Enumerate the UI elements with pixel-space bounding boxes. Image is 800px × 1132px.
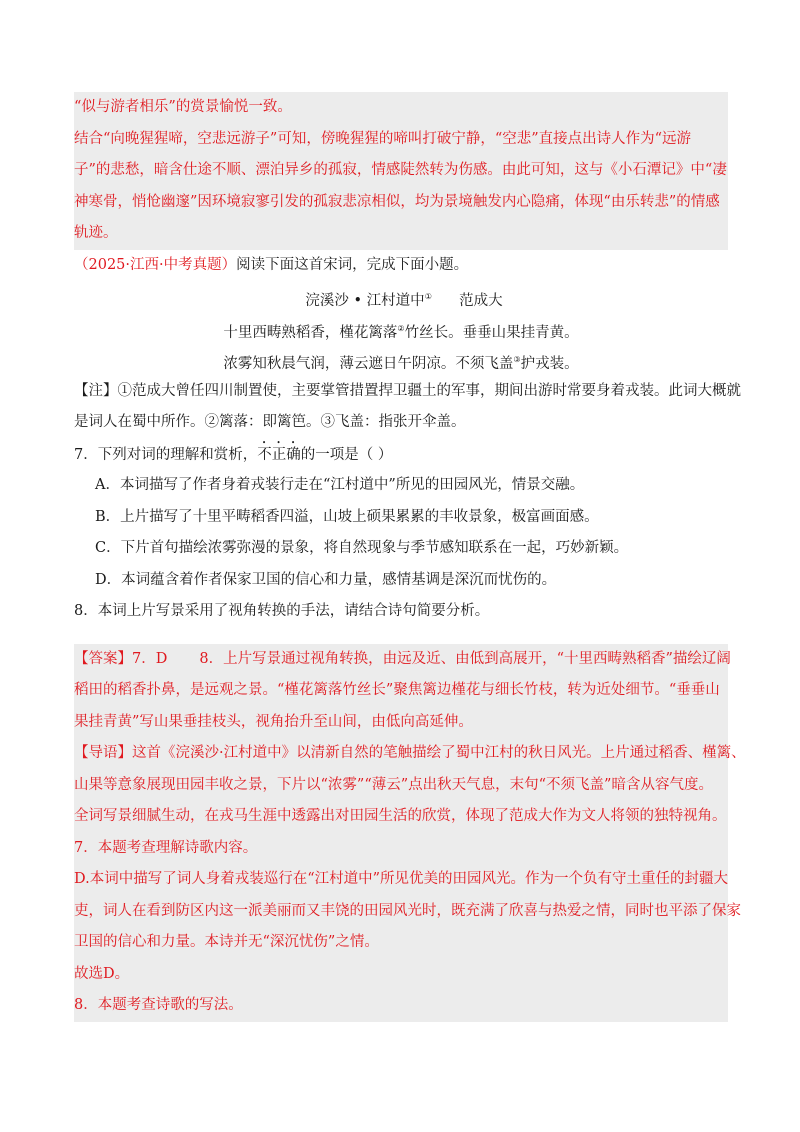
text-line: 轨迹。 <box>74 225 118 241</box>
answer-block <box>74 644 746 1022</box>
explain-conclusion: 故选D。 <box>74 965 130 982</box>
poem-line <box>74 344 728 376</box>
guide-line: 全词写景细腻生动，在戎马生涯中透露出对田园生活的欣赏，体现了范成大作为文人将领的独特视角。 <box>74 808 727 824</box>
guide-line: 山果等意象展现田园丰收之景，下片以“浓雾”“薄云”点出秋天气息，末句“不须飞盖”暗含从容气度。 <box>74 776 713 793</box>
answer-8: 8．上片写景通过视角转换，由远及近、由低到高展开，“十里西畴熟稻香”描绘辽阔 <box>199 650 731 667</box>
text-line: 神寒骨，悄怆幽邃”因环境寂寥引发的孤寂悲凉相似，均为景境触发内心隐痛，体现“由乐转悲”的情感 <box>74 193 720 210</box>
question-text: 的一项是（ ） <box>300 446 393 463</box>
footnote-mark: ② <box>397 323 405 333</box>
poem-line-text: 十里西畴熟稻香，槿花篱落 <box>223 324 398 341</box>
question-instruction: 阅读下面这首宋词，完成下面小题。 <box>236 256 469 273</box>
question-8-stem: 8．本词上片写景采用了视角转换的手法，请结合诗句简要分析。 <box>74 603 490 619</box>
explain-line: D.本词中描写了词人身着戎装巡行在“江村道中”所见优美的田园风光。作为一个负有守土重任的封疆大 <box>74 871 729 887</box>
text-line: “似与游者相乐”的赏景愉悦一致。 <box>74 99 292 115</box>
question-source: （2025·江西·中考真题） <box>74 256 237 273</box>
poem-title: 浣溪沙 • 江村道中 <box>305 292 425 309</box>
previous-explanation-block <box>74 92 728 250</box>
poem-title-line <box>74 281 728 313</box>
poem-line-text: 竹丝长。垂垂山果挂青黄。 <box>404 324 579 341</box>
answer-tag: 【答案】 <box>74 650 132 667</box>
emphasis-text: 不正确 <box>257 446 301 463</box>
explain-line: 吏，词人在看到防区内这一派美丽而又丰饶的田园风光时，既充满了欣喜与热爱之情，同时也平添了保家 <box>74 902 741 919</box>
option-a: A．本词描写了作者身着戎装行走在“江村道中”所见的田园风光，情景交融。 <box>95 477 585 493</box>
answer-line: 稻田的稻香扑鼻，是远观之景。“槿花篱落竹丝长”聚焦篱边槿花与细长竹枝，转为近处细节。“垂垂山 <box>74 682 720 698</box>
poem-note: 【注】①范成大曾任四川制置使，主要掌管措置捍卫疆土的军事，期间出游时常要身着戎装。此词大概就 <box>74 382 741 399</box>
poem-line <box>74 313 728 345</box>
option-c: C．下片首句描绘浓雾弥漫的景象，将自然现象与季节感知联系在一起，巧妙新颖。 <box>95 540 629 556</box>
poem-note: 是词人在蜀中所作。②篱落：即篱笆。③飞盖：指张开伞盖。 <box>74 414 466 430</box>
answer-line: 果挂青黄”写山果垂挂枝头，视角抬升至山间，由低向高延伸。 <box>74 713 473 730</box>
explain-7-title: 7．本题考查理解诗歌内容。 <box>74 839 258 856</box>
option-b: B．上片描写了十里平畴稻香四溢，山坡上硕果累累的丰收景象，极富画面感。 <box>95 508 599 525</box>
footnote-mark: ① <box>424 292 432 301</box>
question-7-stem <box>74 439 728 471</box>
poem-author: 范成大 <box>459 292 503 309</box>
option-d: D．本词蕴含着作者保家卫国的信心和力量，感情基调是深沉而忧伤的。 <box>95 571 557 588</box>
question-text: 7．下列对词的理解和赏析， <box>74 446 258 463</box>
explain-line: 卫国的信心和力量。本诗并无“深沉忧伤”之情。 <box>74 934 379 950</box>
text-line: 结合“向晚猩猩啼，空悲远游子”可知，傍晚猩猩的啼叫打破宁静，“空悲”直接点出诗人作为“远游 <box>74 130 692 147</box>
question-intro <box>74 250 728 282</box>
answer-7: 7．D <box>132 650 168 667</box>
text-line: 子”的悲愁，暗含仕途不顺、漂泊异乡的孤寂，情感陡然转为伤感。由此可知，这与《小石潭记》中“凄 <box>74 162 727 178</box>
document-page <box>74 0 746 1022</box>
explain-8-title: 8．本题考查诗歌的写法。 <box>74 997 243 1013</box>
answer-line <box>74 644 731 676</box>
guide-line: 【导语】这首《浣溪沙·江村道中》以清新自然的笔触描绘了蜀中江村的秋日风光。上片通过稻香、槿篱、 <box>74 745 746 761</box>
poem-line-text: 浓雾知秋晨气润，薄云遮日午阴凉。不须飞盖 <box>223 355 514 372</box>
poem-line-text: 护戎装。 <box>520 355 579 372</box>
footnote-mark: ③ <box>513 355 521 364</box>
